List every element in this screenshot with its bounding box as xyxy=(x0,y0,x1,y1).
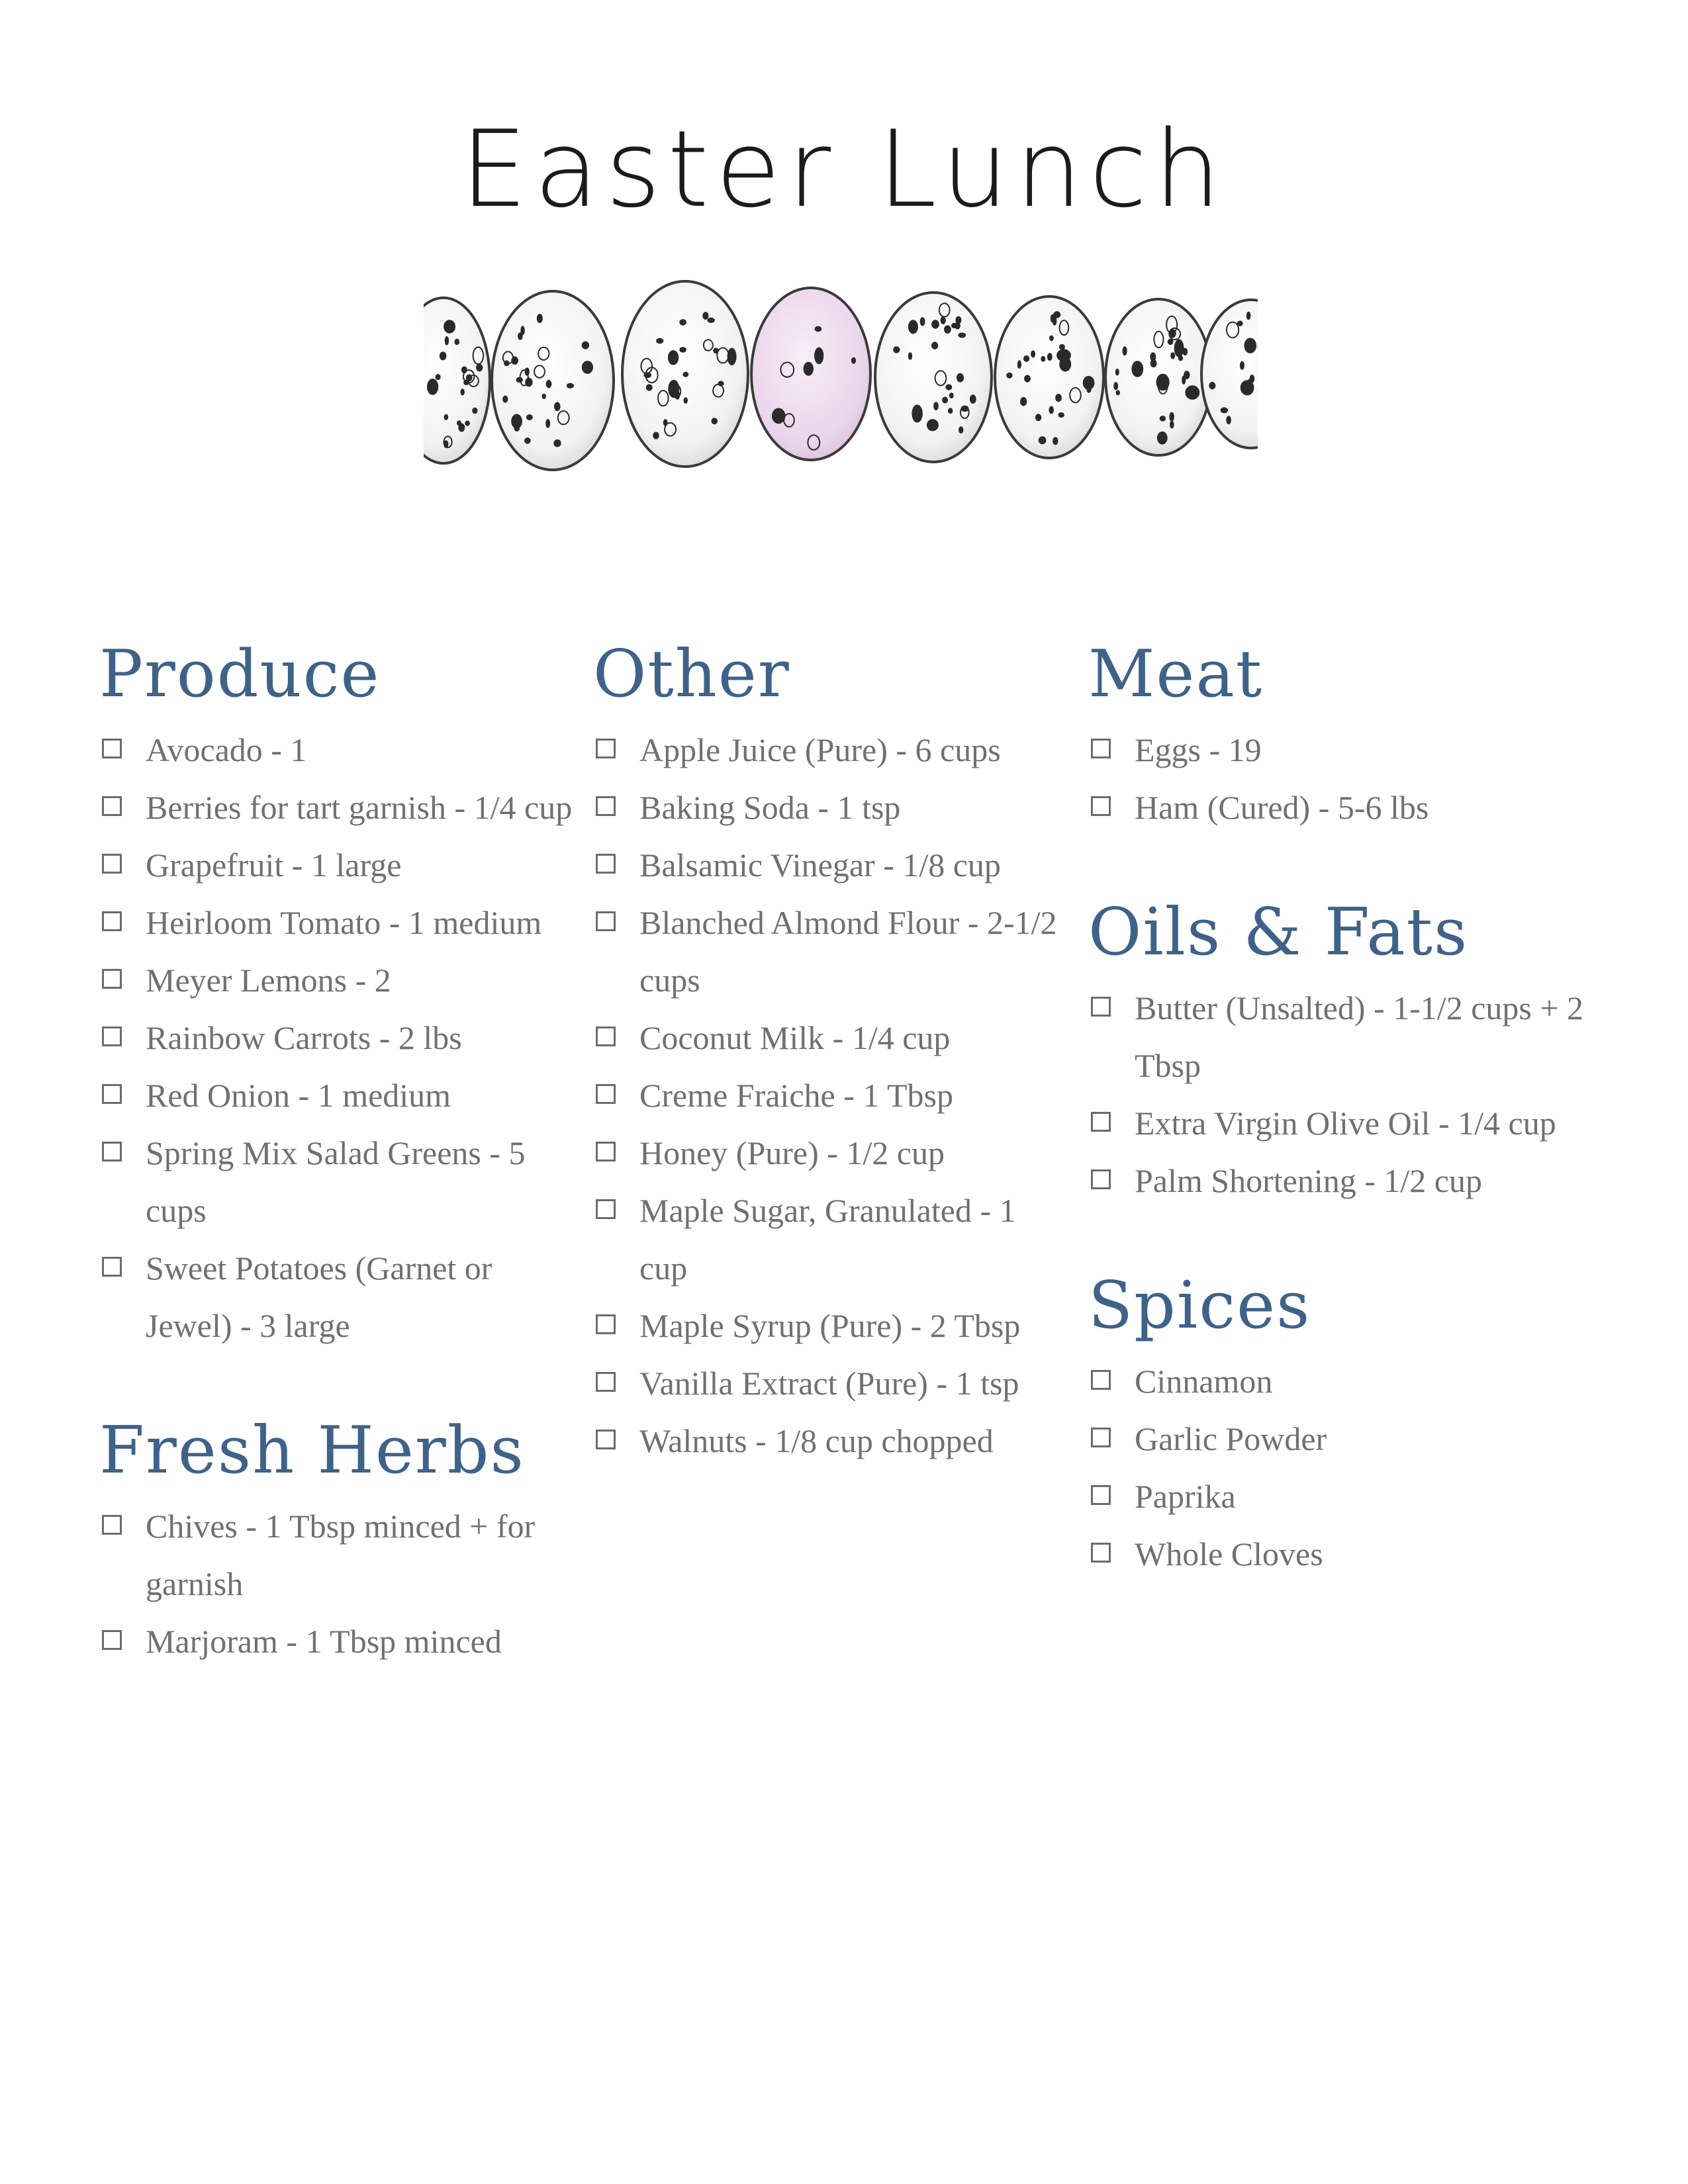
list-item xyxy=(99,952,576,1009)
list-item xyxy=(99,1124,576,1240)
item-label: Extra Virgin Olive Oil - 1/4 cup xyxy=(1135,1105,1556,1142)
list-item xyxy=(593,1355,1070,1412)
section-heading: Produce xyxy=(99,637,381,712)
item-label: Coconut Milk - 1/4 cup xyxy=(639,1019,951,1056)
list-item xyxy=(593,1067,1070,1124)
item-list xyxy=(1088,721,1591,837)
list-item xyxy=(1088,1410,1591,1468)
checkbox[interactable] xyxy=(596,1372,616,1392)
section-heading: Meat xyxy=(1088,637,1264,712)
section-other xyxy=(593,637,1070,1470)
list-item xyxy=(593,1182,1070,1297)
checkbox[interactable] xyxy=(1091,1485,1111,1505)
item-label: Cinnamon xyxy=(1135,1363,1273,1400)
item-label: Balsamic Vinegar - 1/8 cup xyxy=(639,846,1001,884)
item-label: Ham (Cured) - 5-6 lbs xyxy=(1135,789,1429,826)
checkbox[interactable] xyxy=(596,739,616,758)
section-heading: Fresh Herbs xyxy=(99,1413,525,1488)
list-item xyxy=(99,1067,576,1124)
checkbox[interactable] xyxy=(102,1142,122,1161)
checkbox[interactable] xyxy=(596,1430,616,1449)
list-item xyxy=(1088,1468,1591,1525)
item-label: Apple Juice (Pure) - 6 cups xyxy=(639,731,1001,768)
checkbox[interactable] xyxy=(102,1630,122,1650)
list-item xyxy=(593,1412,1070,1470)
checkbox[interactable] xyxy=(596,1026,616,1046)
item-label: Sweet Potatoes (Garnet or Jewel) - 3 large xyxy=(146,1250,492,1344)
item-label: Spring Mix Salad Greens - 5 cups xyxy=(146,1134,526,1229)
item-label: Paprika xyxy=(1135,1478,1236,1515)
list-item xyxy=(1088,1353,1591,1410)
checkbox[interactable] xyxy=(1091,1112,1111,1132)
checkbox[interactable] xyxy=(596,1142,616,1161)
item-list xyxy=(593,721,1070,1470)
item-label: Whole Cloves xyxy=(1135,1535,1323,1572)
section-heading: Other xyxy=(593,637,790,712)
list-item xyxy=(1088,979,1591,1095)
list-item xyxy=(593,1297,1070,1355)
checkbox[interactable] xyxy=(102,1515,122,1535)
item-label: Grapefruit - 1 large xyxy=(146,846,402,884)
checkbox[interactable] xyxy=(1091,1428,1111,1447)
item-label: Creme Fraiche - 1 Tbsp xyxy=(639,1077,953,1114)
list-item xyxy=(99,1240,576,1355)
item-label: Butter (Unsalted) - 1-1/2 cups + 2 Tbsp xyxy=(1135,989,1584,1084)
item-label: Eggs - 19 xyxy=(1135,731,1262,768)
list-item xyxy=(99,1009,576,1067)
item-label: Palm Shortening - 1/2 cup xyxy=(1135,1162,1482,1199)
section-heading: Spices xyxy=(1088,1268,1311,1343)
item-label: Heirloom Tomato - 1 medium xyxy=(146,904,542,941)
checkbox[interactable] xyxy=(102,911,122,931)
checkbox[interactable] xyxy=(1091,1543,1111,1563)
checkbox[interactable] xyxy=(102,796,122,816)
item-label: Avocado - 1 xyxy=(146,731,307,768)
section-spices xyxy=(1088,1268,1591,1583)
checkbox[interactable] xyxy=(596,1084,616,1104)
item-label: Marjoram - 1 Tbsp minced xyxy=(146,1623,502,1660)
list-item xyxy=(593,1124,1070,1182)
column-2 xyxy=(593,637,1070,1470)
list-item xyxy=(1088,1152,1591,1210)
section-oils-fats xyxy=(1088,895,1591,1210)
checkbox[interactable] xyxy=(596,1199,616,1219)
list-item xyxy=(1088,1095,1591,1152)
speckled-eggs-illustration xyxy=(424,265,1258,490)
checkbox[interactable] xyxy=(596,854,616,874)
item-label: Baking Soda - 1 tsp xyxy=(639,789,901,826)
list-item xyxy=(1088,1525,1591,1583)
item-label: Red Onion - 1 medium xyxy=(146,1077,451,1114)
checkbox[interactable] xyxy=(102,1084,122,1104)
item-list xyxy=(1088,1353,1591,1583)
item-label: Maple Syrup (Pure) - 2 Tbsp xyxy=(639,1307,1021,1344)
checkbox[interactable] xyxy=(596,796,616,816)
item-label: Blanched Almond Flour - 2-1/2 cups xyxy=(639,904,1057,999)
item-label: Rainbow Carrots - 2 lbs xyxy=(146,1019,462,1056)
item-label: Walnuts - 1/8 cup chopped xyxy=(639,1422,994,1459)
checkbox[interactable] xyxy=(1091,1370,1111,1390)
item-list xyxy=(1088,979,1591,1210)
section-fresh-herbs xyxy=(99,1413,576,1670)
item-label: Vanilla Extract (Pure) - 1 tsp xyxy=(639,1365,1019,1402)
list-item xyxy=(593,894,1070,1009)
list-item xyxy=(593,837,1070,894)
page-title: Easter Lunch xyxy=(460,107,1228,231)
list-item xyxy=(1088,779,1591,837)
item-label: Honey (Pure) - 1/2 cup xyxy=(639,1134,945,1171)
checkbox[interactable] xyxy=(102,969,122,989)
list-item xyxy=(593,1009,1070,1067)
checkbox[interactable] xyxy=(102,739,122,758)
list-item xyxy=(593,721,1070,779)
item-label: Meyer Lemons - 2 xyxy=(146,962,391,999)
item-label: Chives - 1 Tbsp minced + for garnish xyxy=(146,1508,536,1602)
checkbox[interactable] xyxy=(596,911,616,931)
section-meat xyxy=(1088,637,1591,837)
checkbox[interactable] xyxy=(102,854,122,874)
list-item xyxy=(99,1498,576,1613)
list-item xyxy=(99,894,576,952)
list-item xyxy=(99,721,576,779)
list-item xyxy=(99,779,576,837)
checkbox[interactable] xyxy=(1091,997,1111,1017)
checkbox[interactable] xyxy=(102,1026,122,1046)
checkbox[interactable] xyxy=(1091,739,1111,758)
item-list xyxy=(99,721,576,1355)
section-produce xyxy=(99,637,576,1355)
section-heading: Oils & Fats xyxy=(1088,895,1469,970)
item-label: Garlic Powder xyxy=(1135,1420,1327,1457)
column-3 xyxy=(1088,637,1591,1583)
checkbox[interactable] xyxy=(102,1257,122,1277)
item-label: Maple Sugar, Granulated - 1 cup xyxy=(639,1192,1016,1287)
list-item xyxy=(99,1613,576,1670)
list-item xyxy=(593,779,1070,837)
checkbox[interactable] xyxy=(596,1314,616,1334)
checkbox[interactable] xyxy=(1091,1169,1111,1189)
item-list xyxy=(99,1498,576,1670)
checkbox[interactable] xyxy=(1091,796,1111,816)
item-label: Berries for tart garnish - 1/4 cup xyxy=(146,789,573,826)
column-1 xyxy=(99,637,576,1670)
list-item xyxy=(99,837,576,894)
list-item xyxy=(1088,721,1591,779)
